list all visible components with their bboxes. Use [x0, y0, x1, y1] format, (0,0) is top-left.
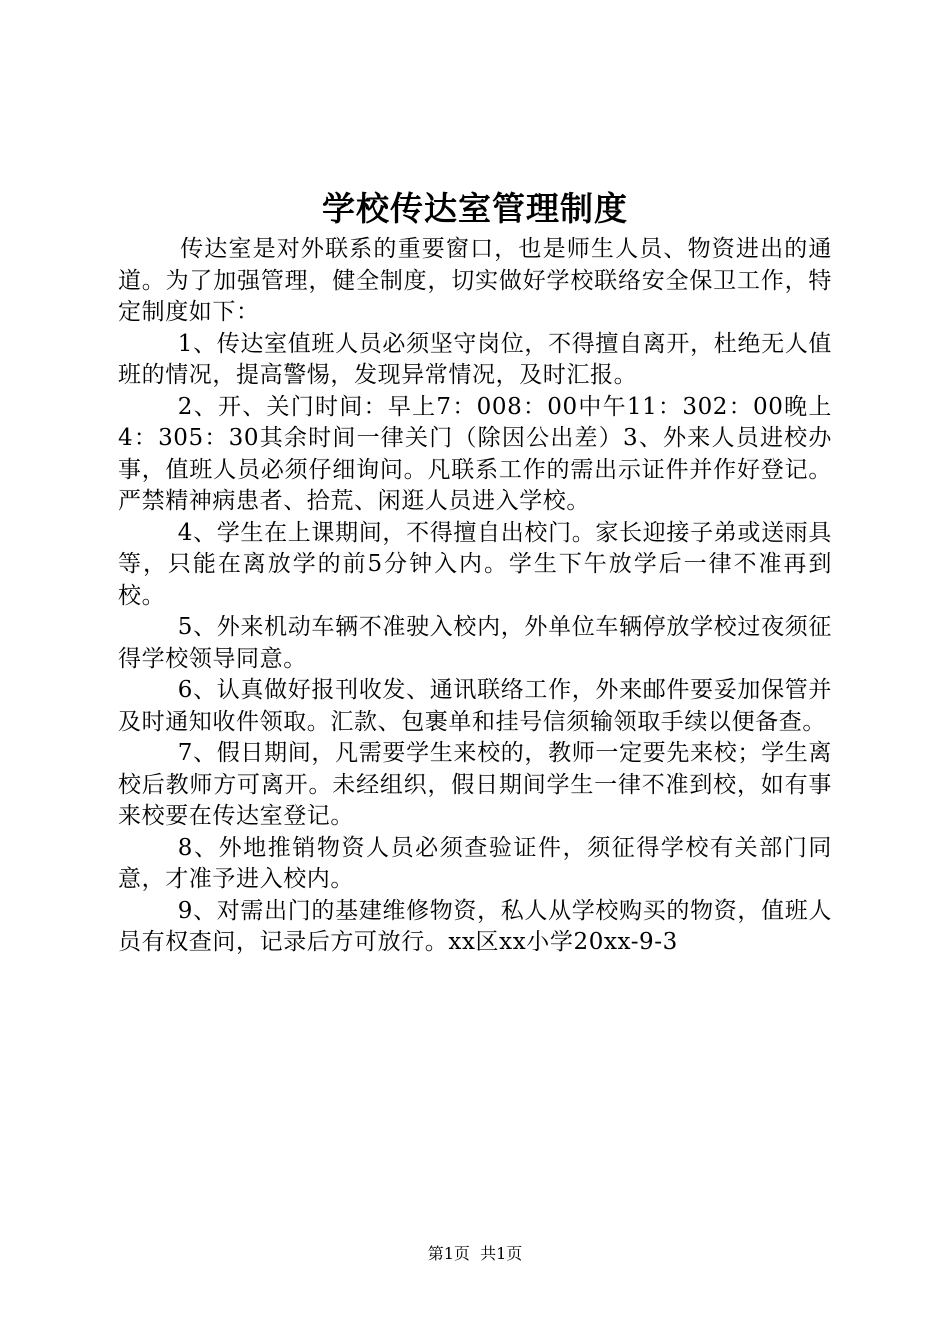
- paragraph-rule-1: 1、传达室值班人员必须坚守岗位，不得擅自离开，杜绝无人值班的情况，提高警惕，发现异常情况，及时汇报。: [118, 330, 832, 388]
- page-number-label: 第1页 共1页: [427, 1244, 523, 1263]
- paragraph-rule-6: 6、认真做好报刊收发、通讯联络工作，外来邮件要妥加保管并及时通知收件领取。汇款、包裹单和挂号信须输领取手续以便备查。: [118, 677, 832, 735]
- paragraph-rule-2-3: 2、开、关门时间：早上7：008：00中午11：302：00晚上4：305：30其余时间一律关门（除因公出差）3、外来人员进校办事，值班人员必须仔细询问。凡联系工作的需出示证件并作好登记。严禁精神病患者、拾荒、闲逛人员进入学校。: [118, 393, 832, 514]
- page-footer: [0, 1242, 950, 1266]
- paragraph-intro: 传达室是对外联系的重要窗口，也是师生人员、物资进出的通道。为了加强管理，健全制度，切实做好学校联络安全保卫工作，特定制度如下：: [118, 236, 832, 325]
- paragraph-rule-9: 9、对需出门的基建维修物资，私人从学校购买的物资，值班人员有权查问，记录后方可放行。xx区xx小学20xx-9-3: [118, 897, 832, 955]
- document-body: [118, 234, 832, 959]
- paragraph-rule-8: 8、外地推销物资人员必须查验证件，须征得学校有关部门同意，才准予进入校内。: [118, 834, 832, 892]
- document-title: 学校传达室管理制度: [322, 189, 628, 228]
- paragraph-rule-4: 4、学生在上课期间，不得擅自出校门。家长迎接子弟或送雨具等，只能在离放学的前5分钟入内。学生下午放学后一律不准再到校。: [118, 519, 832, 609]
- paragraph-rule-5: 5、外来机动车辆不准驶入校内，外单位车辆停放学校过夜须征得学校领导同意。: [118, 614, 832, 672]
- paragraph-rule-7: 7、假日期间，凡需要学生来校的，教师一定要先来校；学生离校后教师方可离开。未经组织，假日期间学生一律不准到校，如有事来校要在传达室登记。: [118, 740, 832, 829]
